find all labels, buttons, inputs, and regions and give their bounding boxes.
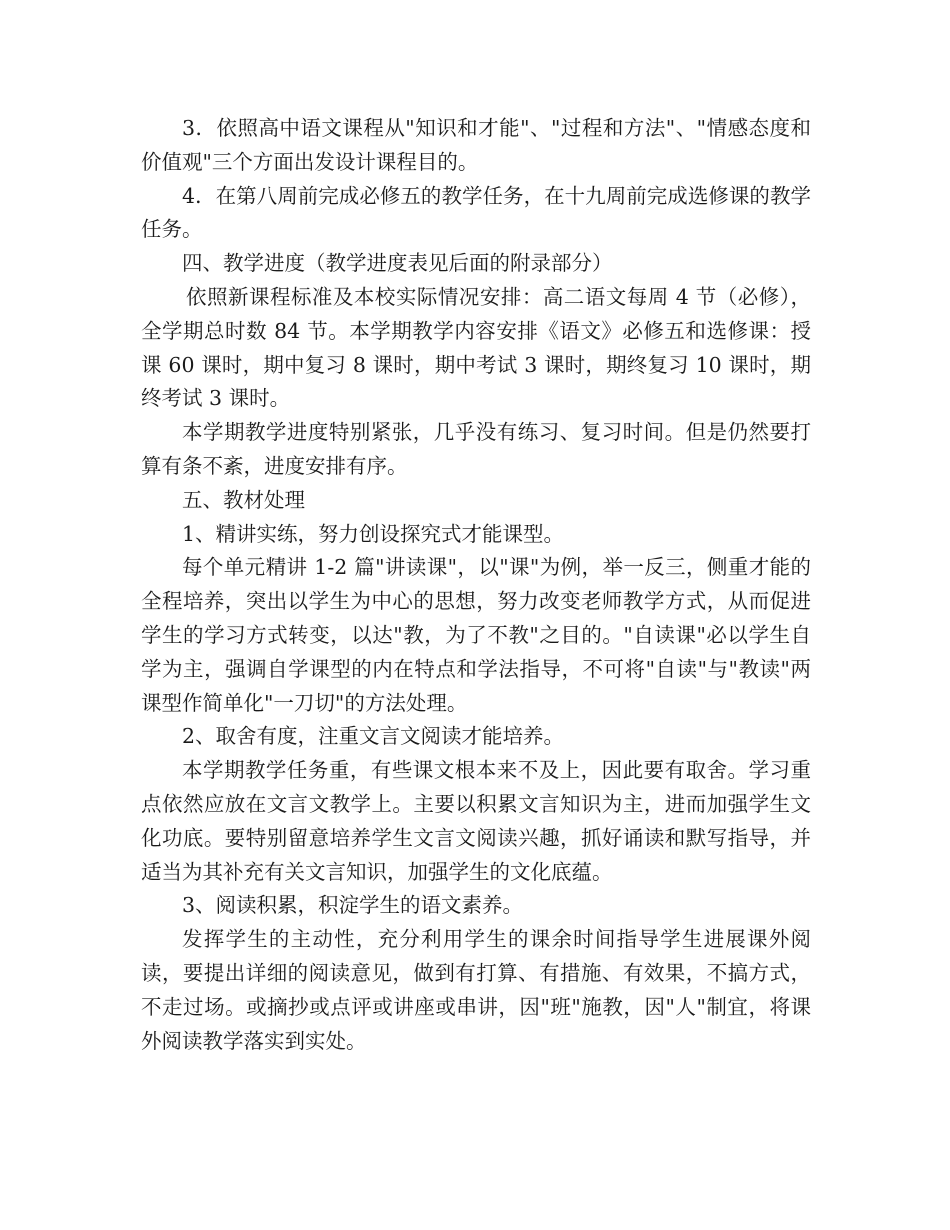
- paragraph-progress-note: 本学期教学进度特别紧张，几乎没有练习、复习时间。但是仍然要打算有条不紊，进度安排有序。: [141, 420, 811, 478]
- subheading-1: 1、精讲实练，努力创设探究式才能课型。: [182, 521, 565, 546]
- section-heading-teaching-progress: 四、教学进度（教学进度表见后面的附录部分）: [182, 251, 613, 276]
- paragraph-classical-chinese: 本学期教学任务重，有些课文根本来不及上，因此要有取舍。学习重点依然应放在文言文教学上。主要以积累文言知识为主，进而加强学生文化功底。要特别留意培养学生文言文阅读兴趣，抓好诵读和默写指导，并适当为其补充有关文言知识，加强学生的文化底蕴。: [141, 758, 811, 884]
- paragraph-lecture-reading: 每个单元精讲 1-2 篇"讲读课"，以"课"为例，举一反三，侧重才能的全程培养，突出以学生为中心的思想，努力改变老师教学方式，从而促进学生的学习方式转变，以达"教，为了不教"之目的。"自读课"必以学生自学为主，强调自学课型的内在特点和学法指导，不可将"自读"与"教读"两课型作简单化"一刀切"的方法处理。: [141, 555, 811, 715]
- subheading-3: 3、阅读积累，积淀学生的语文素养。: [182, 893, 524, 918]
- paragraph-schedule: 依照新课程标准及本校实际情况安排：高二语文每周 4 节（必修），全学期总时数 84 节。本学期教学内容安排《语文》必修五和选修课：授课 60 课时，期中复习 8 课时，期中考试 3 课时，期终复习 10 课时，期终考试 3 课时。: [141, 284, 811, 411]
- paragraph-extracurricular-reading: 发挥学生的主动性，充分利用学生的课余时间指导学生进展课外阅读，要提出详细的阅读意见，做到有打算、有措施、有效果，不搞方式，不走过场。或摘抄或点评或讲座或串讲，因"班"施教，因"人"制宜，将课外阅读教学落实到实处。: [141, 927, 811, 1053]
- paragraph-item-4: 4．在第八周前完成必修五的教学任务，在十九周前完成选修课的教学任务。: [141, 183, 811, 242]
- subheading-2: 2、取舍有度，注重文言文阅读才能培养。: [182, 724, 565, 749]
- paragraph-item-3: 3．依照高中语文课程从"知识和才能"、"过程和方法"、"情感态度和价值观"三个方面出发设计课程目的。: [141, 116, 811, 174]
- section-heading-materials: 五、教材处理: [182, 487, 305, 512]
- document-body: [141, 112, 811, 1058]
